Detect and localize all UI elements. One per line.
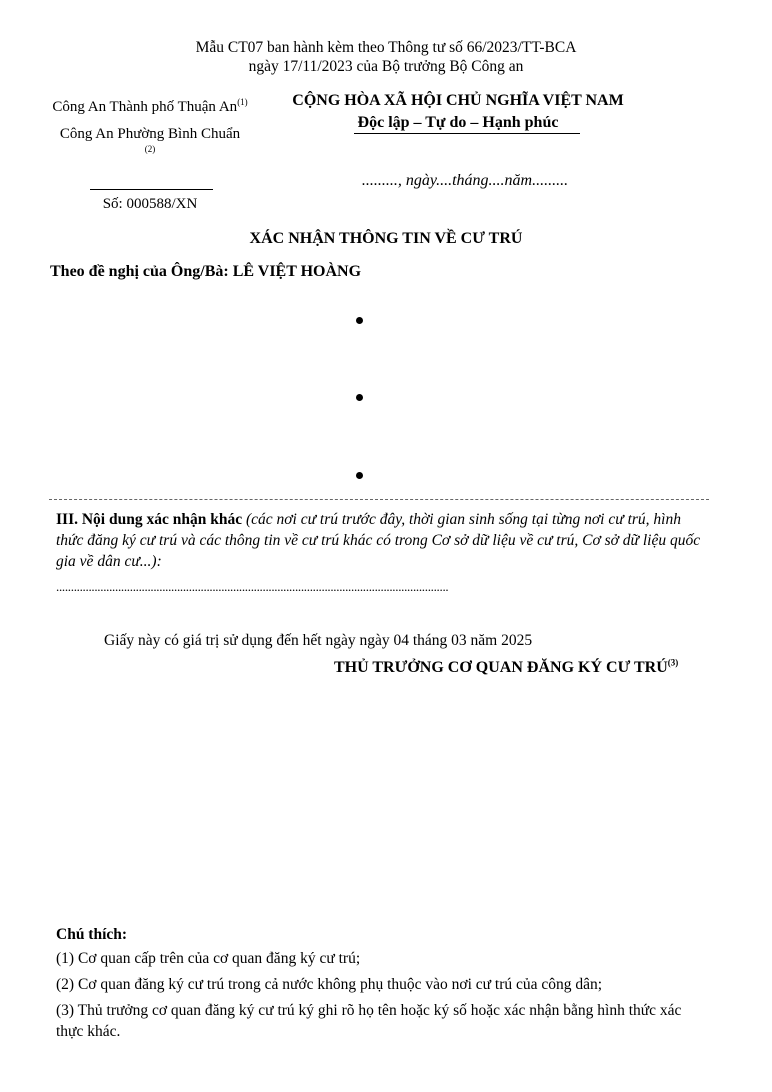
motto-underline: [354, 133, 580, 134]
bullet-point: [356, 472, 363, 479]
superior-authority-name: Công An Thành phố Thuận An: [52, 99, 238, 115]
national-motto: Độc lập – Tự do – Hạnh phúc: [357, 114, 559, 131]
footnote-mark-2: (2): [144, 144, 156, 154]
national-name: CỘNG HÒA XÃ HỘI CHỦ NGHĨA VIỆT NAM: [292, 92, 624, 109]
form-reference-note: [0, 38, 772, 76]
signer-title-text: THỦ TRƯỞNG CƠ QUAN ĐĂNG KÝ CƯ TRÚ: [334, 659, 668, 676]
section-divider: [49, 499, 709, 500]
bullet-point: [356, 317, 363, 324]
fill-in-line: .....................................................................................................................................: [56, 579, 449, 594]
footnote-mark-1: (1): [237, 97, 248, 107]
registrar-authority: [40, 125, 260, 155]
document-number: Số: 000588/XN: [102, 196, 198, 212]
form-reference-line-2: ngày 17/11/2023 của Bộ trưởng Bộ Công an: [248, 58, 524, 75]
date-placeholder: ........., ngày....tháng....năm.........: [361, 172, 569, 189]
note-item: (3) Thủ trưởng cơ quan đăng ký cư trú ký ghi rõ họ tên hoặc ký số hoặc xác nhận bằng hình thức xác thực khác.: [56, 1002, 682, 1040]
section-3-other-confirmation: [56, 509, 708, 572]
bullet-point: [356, 394, 363, 401]
document-title: XÁC NHẬN THÔNG TIN VỀ CƯ TRÚ: [249, 230, 523, 247]
section-3-heading: III. Nội dung xác nhận khác: [56, 511, 243, 528]
form-reference-line-1: Mẫu CT07 ban hành kèm theo Thông tư số 66/2023/TT-BCA: [195, 39, 577, 56]
validity-statement: Giấy này có giá trị sử dụng đến hết ngày ngày 04 tháng 03 năm 2025: [104, 632, 533, 649]
signer-title: [334, 659, 678, 677]
notes-heading: Chú thích:: [56, 926, 128, 943]
issuing-authority-block: [40, 98, 260, 155]
superior-authority: [40, 98, 260, 117]
section-3-description: (các nơi cư trú trước đây, thời gian sinh sống tại từng nơi cư trú, hình thức đăng ký cư trú và các thông tin về cư trú khác có trong Cơ sở dữ liệu về cư trú, Cơ sở dữ liệu quốc gia về dân cư...): [56, 511, 701, 570]
requester-line: Theo đề nghị của Ông/Bà: LÊ VIỆT HOÀNG: [50, 263, 362, 280]
note-item: (2) Cơ quan đăng ký cư trú trong cả nước không phụ thuộc vào nơi cư trú của công dân;: [56, 976, 603, 993]
registrar-authority-name: Công An Phường Bình Chuẩn: [59, 126, 241, 142]
section-3-colon: :: [156, 553, 162, 570]
footnote-mark-3: (3): [667, 657, 679, 668]
note-item: (1) Cơ quan cấp trên của cơ quan đăng ký cư trú;: [56, 950, 361, 967]
authority-divider: [90, 189, 213, 190]
